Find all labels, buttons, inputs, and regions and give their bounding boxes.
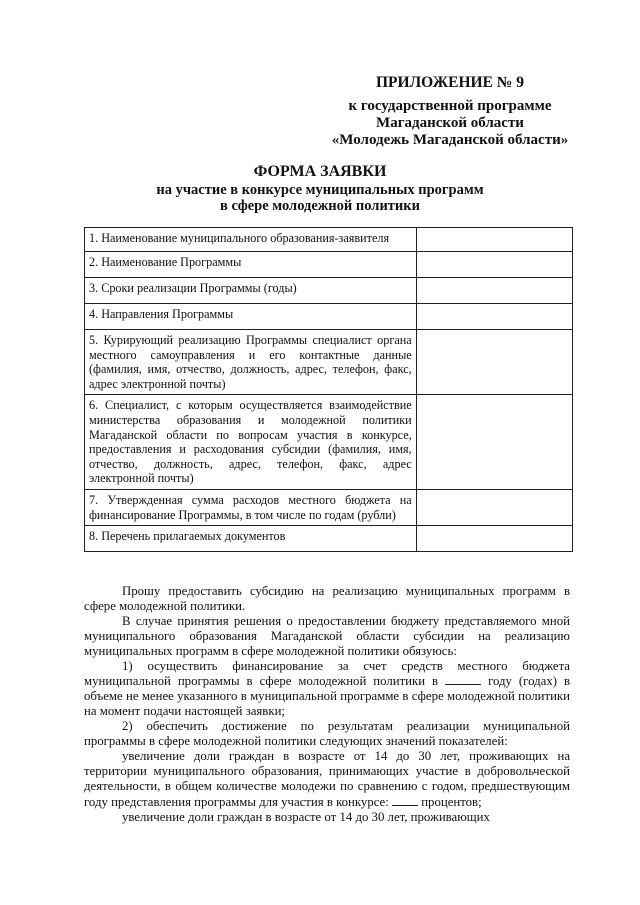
indicator-1-text-b: процентов; — [421, 794, 482, 809]
indicator-1-text-a: увеличение доли граждан в возрасте от 14 до 30 лет, проживающих на территории муниципального образования, принимающих участие в добровольческой деятельности, в общем количестве молодежи по сравнению с годом, предшествующим году представления программы для участия в конкурсе: — [84, 748, 570, 809]
row-label: 6. Специалист, с которым осуществляется взаимодействие министерства образования и молодежной политики Магаданской области по вопросам участия в конкурсе, предоставления и расходования субсидии (фамилия, имя, отчество, должность, адрес, телефон, факс, адрес электронной почты) — [85, 395, 417, 490]
application-table — [84, 227, 573, 552]
row-label: 3. Сроки реализации Программы (годы) — [85, 278, 417, 304]
paragraph-obligation-1 — [84, 659, 570, 720]
form-subtitle-line-2: в сфере молодежной политики — [220, 198, 420, 214]
paragraph-indicator-1 — [84, 749, 570, 810]
table-row — [85, 304, 573, 330]
row-label: 7. Утвержденная сумма расходов местного бюджета на финансирование Программы, в том числе по годам (рубли) — [85, 489, 417, 525]
percent-blank-field[interactable] — [392, 794, 418, 806]
table-row — [85, 395, 573, 490]
row-value[interactable] — [416, 330, 572, 395]
row-label: 1. Наименование муниципального образования-заявителя — [85, 228, 417, 252]
row-value[interactable] — [416, 526, 572, 552]
table-row — [85, 330, 573, 395]
paragraph-obligation-2: 2) обеспечить достижение по результатам реализации муниципальной программы в сфере молодежной политики следующих значений показателей: — [84, 719, 570, 749]
form-subtitle — [0, 182, 640, 214]
paragraph-indicator-2: увеличение доли граждан в возрасте от 14 до 30 лет, проживающих — [122, 809, 490, 824]
appendix-number: ПРИЛОЖЕНИЕ № 9 — [376, 74, 524, 91]
table-row — [85, 489, 573, 525]
paragraph-request: Прошу предоставить субсидию на реализацию муниципальных программ в сфере молодежной политики. — [84, 584, 570, 613]
table-row — [85, 526, 573, 552]
row-value[interactable] — [416, 252, 572, 278]
appendix-line-1: к государственной программе — [348, 98, 552, 114]
form-subtitle-line-1: на участие в конкурсе муниципальных программ — [156, 182, 484, 198]
year-blank-field[interactable] — [445, 673, 481, 685]
appendix-line-2: Магаданской области — [376, 115, 524, 131]
appendix-line-3: «Молодежь Магаданской области» — [331, 132, 569, 148]
row-value[interactable] — [416, 395, 572, 490]
table-row — [85, 252, 573, 278]
table-row — [85, 278, 573, 304]
row-label: 4. Направления Программы — [85, 304, 417, 330]
paragraph-obligation-intro: В случае принятия решения о предоставлении бюджету представляемого мной муниципального образования Магаданской области субсидии на реализацию муниципальных программ в сфере молодежной политики обязуюсь: — [84, 613, 570, 658]
body-text — [84, 584, 570, 825]
row-value[interactable] — [416, 278, 572, 304]
appendix-header — [300, 74, 600, 149]
row-label: 8. Перечень прилагаемых документов — [85, 526, 417, 552]
row-label: 2. Наименование Программы — [85, 252, 417, 278]
row-value[interactable] — [416, 489, 572, 525]
row-value[interactable] — [416, 228, 572, 252]
row-label: 5. Курирующий реализацию Программы специалист органа местного самоуправления и его контактные данные (фамилия, имя, отчество, должность, адрес, телефон, факс, адрес электронной почты) — [85, 330, 417, 395]
form-title: ФОРМА ЗАЯВКИ — [253, 163, 387, 180]
table-row — [85, 228, 573, 252]
obligation-1-text-b: году (годах) в объеме не менее указанного в муниципальной программе в сфере молодежной политики на момент подачи настоящей заявки; — [84, 674, 571, 719]
row-value[interactable] — [416, 304, 572, 330]
obligation-1-text-a: 1) осуществить финансирование за счет средств местного бюджета муниципальной программы в сфере молодежной политики в — [84, 658, 570, 689]
